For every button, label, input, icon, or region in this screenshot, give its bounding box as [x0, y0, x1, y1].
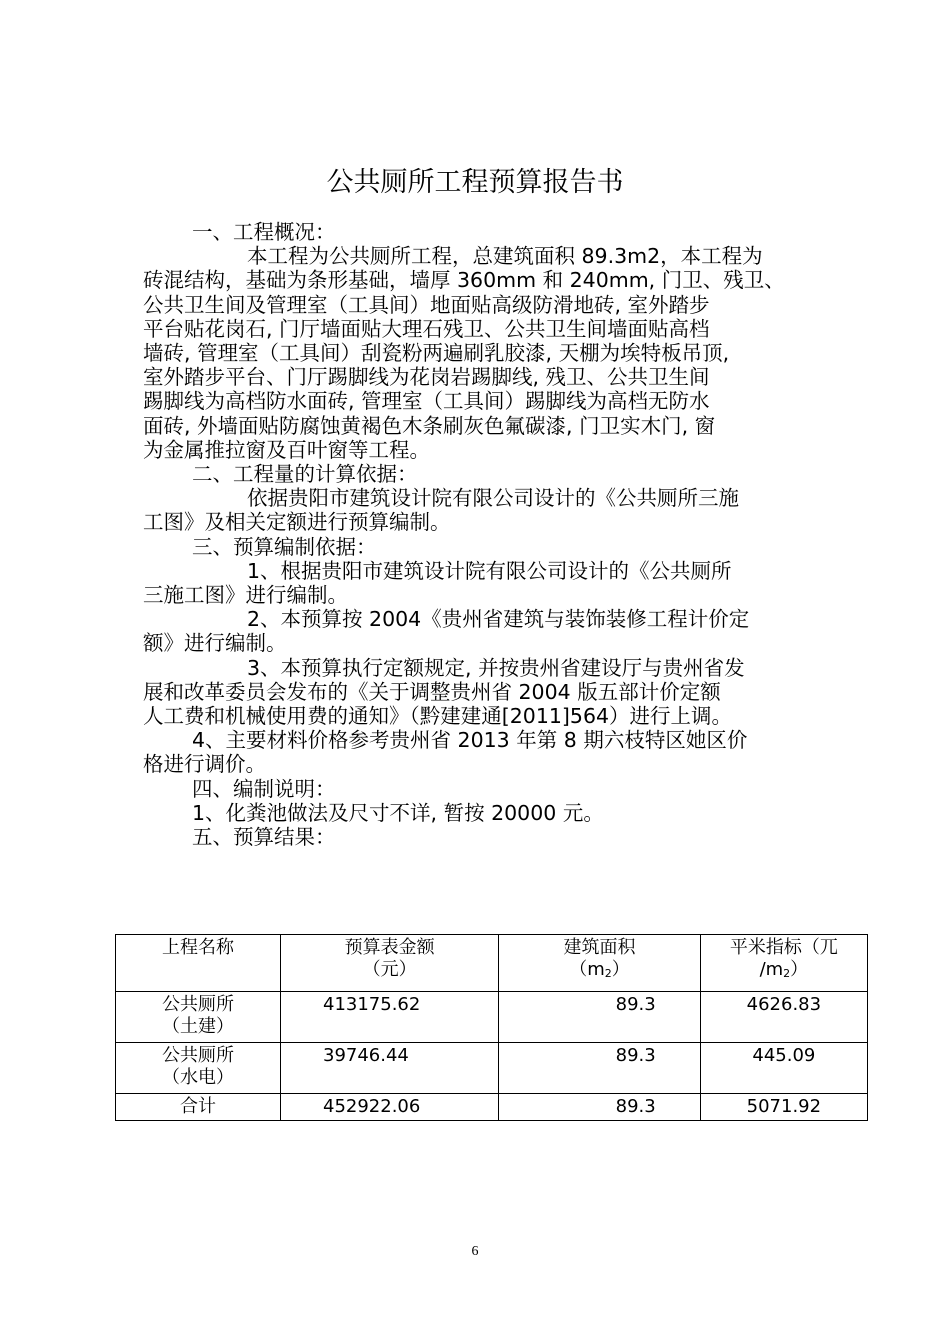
table-row: [116, 992, 868, 1043]
row-area: 89.3: [499, 1094, 701, 1121]
basis-line: 工图》及相关定额进行预算编制。: [143, 510, 451, 535]
header-project-name: [116, 935, 281, 992]
page-number: 6: [471, 1244, 479, 1259]
header-budget-amount-unit: （元）: [362, 959, 417, 980]
header-building-area-unit-sub: 2: [604, 967, 612, 980]
header-building-area-unit-close: ）: [611, 959, 630, 980]
row-area: 89.3: [499, 992, 701, 1043]
header-budget-amount-text: 预算表金额: [344, 937, 435, 958]
row-name: [116, 992, 281, 1043]
overview-line: 墙砖, 管理室（工具间）刮瓷粉两遍刷乳胶漆, 天棚为埃特板吊顶,: [143, 341, 730, 366]
header-building-area-text: 建筑面积: [563, 937, 636, 958]
table-header-row: [116, 935, 868, 992]
overview-line: 为金属推拉窗及百叶窗等工程。: [143, 437, 430, 462]
result-heading: 五、预算结果：: [192, 825, 336, 850]
header-building-area: [499, 935, 701, 992]
notes-heading: 四、编制说明：: [192, 776, 336, 801]
header-building-area-unit: （m: [569, 959, 605, 980]
row-name-line-1: 公共厕所: [162, 994, 234, 1015]
document-body: [143, 220, 871, 849]
prep-item-2-line: 2、本预算按 2004《贵州省建筑与装饰装修工程计价定: [247, 607, 750, 632]
prep-item-1-line: 三施工图》进行编制。: [143, 583, 348, 608]
overview-line: 公共卫生间及管理室（工具间）地面贴高级防滑地砖, 室外踏步: [143, 292, 710, 317]
header-unit-index: [700, 935, 867, 992]
notes-item-1: 1、化粪池做法及尺寸不详, 暂按 20000 元。: [192, 800, 604, 825]
header-unit-index-text: 平米指标（兀: [729, 937, 838, 958]
basis-heading: 二、工程量的计算依据：: [192, 462, 418, 487]
prep-item-3-line: 3、本预算执行定额规定, 并按贵州省建设厅与贵州省发: [247, 655, 745, 680]
row-name-line-2: （土建）: [162, 1016, 234, 1037]
overview-line: 本工程为公共厕所工程，总建筑面积 89.3m2，本工程为: [247, 244, 763, 269]
document-title: 公共厕所工程预算报告书: [326, 167, 624, 198]
overview-line: 踢脚线为高档防水面砖, 管理室（工具间）踢脚线为高档无防水: [143, 389, 710, 414]
table-total-row: [116, 1094, 868, 1121]
row-name-line-2: （水电）: [162, 1067, 234, 1088]
row-name: [116, 1043, 281, 1094]
prep-heading: 三、预算编制依据：: [192, 534, 377, 559]
header-project-name-text: 上程名称: [162, 937, 234, 958]
budget-result-table: [115, 934, 868, 1121]
header-unit-index-unit-close: ）: [790, 959, 809, 980]
table-row: [116, 1043, 868, 1094]
row-area: 89.3: [499, 1043, 701, 1094]
header-unit-index-unit: /m: [759, 959, 784, 980]
prep-item-4-line: 4、主要材料价格参考贵州省 2013 年第 8 期六枝特区她区价: [192, 728, 748, 753]
overview-line: 平台贴花岗石, 门厅墙面贴大理石残卫、公共卫生间墙面贴高档: [143, 316, 710, 341]
prep-item-4-line: 格进行调价。: [143, 752, 266, 777]
overview-heading: 一、工程概况：: [192, 220, 336, 244]
row-index: 4626.83: [700, 992, 867, 1043]
basis-line: 依据贵阳市建筑设计院有限公司设计的《公共厕所三施: [247, 486, 739, 511]
prep-item-1-line: 1、根据贵阳市建筑设计院有限公司设计的《公共厕所: [247, 558, 732, 583]
row-name-line-1: 公共厕所: [162, 1045, 234, 1066]
header-unit-index-unit-sub: 2: [783, 967, 791, 980]
row-name: 合计: [116, 1094, 281, 1121]
overview-line: 砖混结构，基础为条形基础，墙厚 360mm 和 240mm, 门卫、残卫、: [143, 268, 785, 293]
header-budget-amount: [281, 935, 499, 992]
prep-item-3-line: 人工费和机械使用费的通知》（黔建建通[2011]564）进行上调。: [143, 704, 733, 729]
overview-line: 室外踏步平台、门厅踢脚线为花岗岩踢脚线, 残卫、公共卫生间: [143, 365, 710, 390]
row-index: 5071.92: [700, 1094, 867, 1121]
prep-item-3-line: 展和改革委员会发布的《关于调整贵州省 2004 版五部计价定额: [143, 679, 721, 704]
row-amount: 452922.06: [281, 1094, 499, 1121]
prep-item-2-line: 额》进行编制。: [143, 631, 287, 656]
row-index: 445.09: [700, 1043, 867, 1094]
row-amount: 39746.44: [281, 1043, 499, 1094]
row-amount: 413175.62: [281, 992, 499, 1043]
overview-line: 面砖, 外墙面贴防腐蚀黄褐色木条刷灰色氟碳漆, 门卫实木门, 窗: [143, 413, 716, 438]
